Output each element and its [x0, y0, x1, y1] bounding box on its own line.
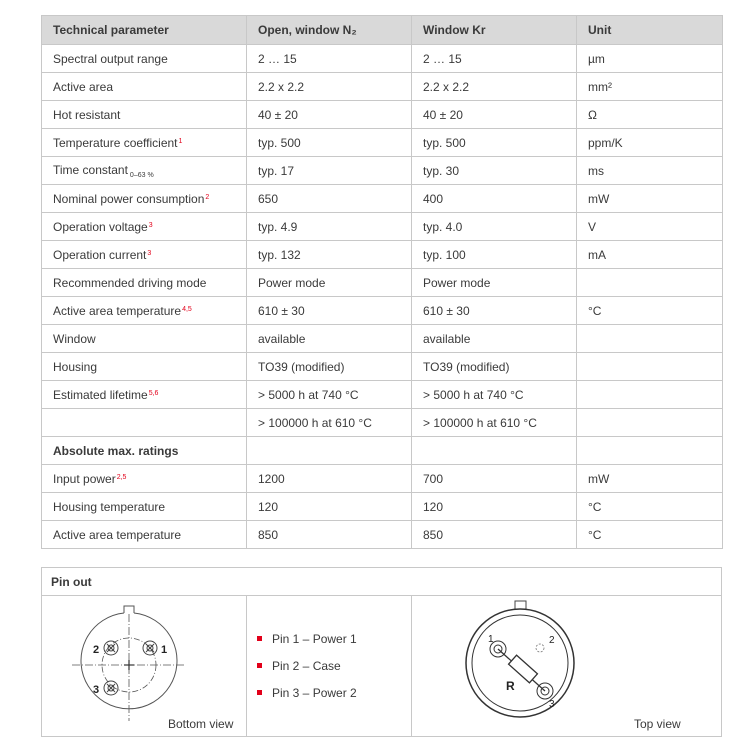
unit-cell-text: ppm/K: [588, 135, 623, 150]
bullet-icon: [257, 636, 262, 641]
window-kr-cell: [412, 437, 577, 465]
table-row: [42, 493, 723, 521]
footnote-marker: 3: [147, 249, 152, 257]
open-window-cell: [247, 45, 412, 73]
window-kr-cell: [412, 185, 577, 213]
parameter-cell-text: Housing: [53, 359, 98, 374]
top-view-cell: [412, 596, 722, 737]
table-row: [42, 213, 723, 241]
window-kr-cell: [412, 269, 577, 297]
parameter-cell: [42, 381, 247, 409]
table-row: [42, 325, 723, 353]
window-kr-cell: [412, 521, 577, 549]
window-kr-cell-text: TO39 (modified): [423, 359, 510, 374]
unit-cell: [577, 157, 723, 185]
parameter-cell-text: Time constant: [53, 162, 128, 177]
bottom-pin-2: [104, 641, 118, 655]
bullet-icon: [257, 663, 262, 668]
open-window-cell: [247, 73, 412, 101]
bottom-view-label: Bottom view: [168, 717, 234, 731]
unit-cell: [577, 353, 723, 381]
table-row: [42, 521, 723, 549]
unit-cell-text: Ω: [588, 107, 597, 122]
table-body: [42, 45, 723, 549]
window-kr-cell: [412, 129, 577, 157]
window-kr-cell-text: 2.2 x 2.2: [423, 79, 470, 94]
open-window-cell-text: 1200: [258, 471, 285, 486]
footnote-marker: 3: [148, 221, 153, 229]
window-kr-cell-text: 40 ± 20: [423, 107, 463, 122]
table-row: [42, 269, 723, 297]
footnote-marker: 1: [178, 137, 183, 145]
header-technical-parameter: Technical parameter: [42, 16, 247, 45]
bottom-pin-1-number: 1: [161, 644, 168, 656]
open-window-cell-text: > 100000 h at 610 °C: [258, 415, 372, 430]
window-kr-cell: [412, 45, 577, 73]
window-kr-cell: [412, 241, 577, 269]
parameter-cell-text: Spectral output range: [53, 51, 168, 66]
parameter-cell: [42, 297, 247, 325]
parameter-cell-text: Housing temperature: [53, 499, 166, 514]
window-kr-cell: [412, 101, 577, 129]
window-kr-cell-text: typ. 100: [423, 247, 466, 262]
table-row: [42, 297, 723, 325]
unit-cell: [577, 129, 723, 157]
open-window-cell-text: > 5000 h at 740 °C: [258, 387, 359, 402]
parameter-cell: [42, 409, 247, 437]
bottom-pin-3-number: 3: [93, 684, 100, 696]
pin-list-item-1: [257, 630, 357, 657]
open-window-cell: [247, 157, 412, 185]
open-window-cell-text: 2 … 15: [258, 51, 297, 66]
unit-cell-text: °C: [588, 303, 602, 318]
unit-cell-text: µm: [588, 51, 605, 66]
parameter-cell: [42, 213, 247, 241]
parameter-cell: [42, 241, 247, 269]
unit-cell-text: V: [588, 219, 597, 234]
pin-2-label: Pin 2 – Case: [272, 659, 341, 673]
pin-list-item-2: [257, 657, 357, 684]
unit-cell-text: mW: [588, 191, 610, 206]
parameter-cell: [42, 493, 247, 521]
parameter-cell-text: Active area: [53, 79, 114, 94]
unit-cell-text: mm²: [588, 79, 612, 94]
parameter-cell-text: Estimated lifetime: [53, 387, 148, 402]
parameter-cell-text: Active area temperature: [53, 527, 182, 542]
unit-cell: [577, 297, 723, 325]
table-row: [42, 101, 723, 129]
unit-cell-text: mA: [588, 247, 606, 262]
window-kr-cell-text: typ. 500: [423, 135, 466, 150]
parameter-cell-text: Input power: [53, 471, 116, 486]
open-window-cell: [247, 493, 412, 521]
header-window-kr: Window Kr: [412, 16, 577, 45]
window-kr-cell-text: available: [423, 331, 471, 346]
open-window-cell-text: 610 ± 30: [258, 303, 305, 318]
open-window-cell: [247, 269, 412, 297]
parameter-cell: [42, 73, 247, 101]
parameter-cell-text: Operation voltage: [53, 219, 148, 234]
parameter-cell: [42, 157, 247, 185]
footnote-marker: 5,6: [148, 389, 159, 397]
open-window-cell-text: typ. 17: [258, 163, 295, 178]
pin-list-cell: [247, 596, 412, 737]
open-window-cell-text: typ. 4.9: [258, 219, 298, 234]
header-unit: Unit: [577, 16, 723, 45]
unit-cell: [577, 465, 723, 493]
table-row: [42, 465, 723, 493]
window-kr-cell: [412, 409, 577, 437]
unit-cell: [577, 45, 723, 73]
bottom-view-diagram: [42, 596, 247, 737]
window-kr-cell-text: 400: [423, 191, 444, 206]
open-window-cell-text: typ. 132: [258, 247, 301, 262]
top-view-label: Top view: [634, 717, 681, 731]
window-kr-cell: [412, 325, 577, 353]
window-kr-cell-text: 850: [423, 527, 444, 542]
parameter-cell: [42, 521, 247, 549]
parameter-cell: [42, 45, 247, 73]
open-window-cell-text: 650: [258, 191, 279, 206]
table-row: [42, 437, 723, 465]
open-window-cell: [247, 129, 412, 157]
table-row: [42, 157, 723, 185]
pin-3-label: Pin 3 – Power 2: [272, 686, 357, 700]
unit-cell: [577, 213, 723, 241]
bottom-pin-2-number: 2: [93, 644, 100, 656]
bottom-view-cell: [42, 596, 247, 737]
bottom-pin-3: [104, 681, 118, 695]
window-kr-cell: [412, 353, 577, 381]
open-window-cell: [247, 101, 412, 129]
resistor-label: R: [506, 679, 515, 693]
unit-cell: [577, 409, 723, 437]
unit-cell-text: mW: [588, 471, 610, 486]
table-row: [42, 241, 723, 269]
open-window-cell-text: 850: [258, 527, 279, 542]
window-kr-cell: [412, 157, 577, 185]
parameter-cell: [42, 269, 247, 297]
window-kr-cell-text: 2 … 15: [423, 51, 462, 66]
open-window-cell: [247, 353, 412, 381]
unit-cell: [577, 493, 723, 521]
parameter-cell: [42, 437, 247, 465]
window-kr-cell-text: typ. 4.0: [423, 219, 463, 234]
header-open-window: Open, window N₂: [247, 16, 412, 45]
pin-1-label: Pin 1 – Power 1: [272, 632, 357, 646]
open-window-cell-text: available: [258, 331, 306, 346]
bullet-icon: [257, 690, 262, 695]
open-window-cell: [247, 521, 412, 549]
footnote-marker: 4,5: [182, 305, 192, 313]
open-window-cell-text: 40 ± 20: [258, 107, 298, 122]
parameter-cell-text: Hot resistant: [53, 107, 121, 122]
open-window-cell-text: Power mode: [258, 275, 326, 290]
top-pin-3-number: 3: [549, 699, 555, 710]
window-kr-cell-text: 610 ± 30: [423, 303, 470, 318]
top-pin-1-number: 1: [488, 634, 494, 645]
open-window-cell-text: TO39 (modified): [258, 359, 345, 374]
window-kr-cell: [412, 493, 577, 521]
unit-cell-text: °C: [588, 499, 602, 514]
open-window-cell: [247, 325, 412, 353]
open-window-cell-text: 2.2 x 2.2: [258, 79, 305, 94]
unit-cell: [577, 325, 723, 353]
table-row: [42, 353, 723, 381]
unit-cell: [577, 437, 723, 465]
open-window-cell: [247, 409, 412, 437]
window-kr-cell-text: > 5000 h at 740 °C: [423, 387, 524, 402]
open-window-cell-text: 120: [258, 499, 279, 514]
unit-cell: [577, 269, 723, 297]
table-row: [42, 185, 723, 213]
window-kr-cell: [412, 297, 577, 325]
table-row: [42, 409, 723, 437]
open-window-cell: [247, 213, 412, 241]
parameter-cell-text: Absolute max. ratings: [53, 443, 179, 458]
parameter-cell: [42, 185, 247, 213]
pin-out-panel: [41, 567, 722, 737]
window-kr-cell: [412, 213, 577, 241]
parameter-cell: [42, 465, 247, 493]
unit-cell: [577, 241, 723, 269]
bottom-pin-1: [143, 641, 157, 655]
open-window-cell: [247, 185, 412, 213]
window-kr-cell: [412, 465, 577, 493]
pin-list-item-3: [257, 684, 357, 711]
table-row: [42, 45, 723, 73]
unit-cell: [577, 521, 723, 549]
unit-cell-text: °C: [588, 527, 602, 542]
top-pin-2-number: 2: [549, 635, 555, 646]
unit-cell: [577, 381, 723, 409]
table-row: [42, 73, 723, 101]
window-kr-cell-text: typ. 30: [423, 163, 460, 178]
parameter-cell: [42, 101, 247, 129]
table-row: [42, 129, 723, 157]
open-window-cell: [247, 297, 412, 325]
technical-parameters-table: [41, 15, 723, 549]
open-window-cell-text: typ. 500: [258, 135, 301, 150]
table-header-row: [42, 16, 723, 45]
parameter-cell-text: Operation current: [53, 247, 147, 262]
pin-out-title: Pin out: [42, 568, 721, 596]
unit-cell-text: ms: [588, 163, 604, 178]
unit-cell: [577, 185, 723, 213]
parameter-cell-text: Temperature coefficient: [53, 135, 178, 150]
unit-cell: [577, 101, 723, 129]
window-kr-cell-text: 700: [423, 471, 444, 486]
parameter-cell-text: Nominal power consumption: [53, 191, 205, 206]
parameter-cell: [42, 353, 247, 381]
window-kr-cell-text: > 100000 h at 610 °C: [423, 415, 537, 430]
open-window-cell: [247, 437, 412, 465]
unit-cell: [577, 73, 723, 101]
window-kr-cell: [412, 381, 577, 409]
window-kr-cell-text: Power mode: [423, 275, 491, 290]
parameter-cell: [42, 129, 247, 157]
window-kr-cell-text: 120: [423, 499, 444, 514]
open-window-cell: [247, 241, 412, 269]
parameter-cell-text: Recommended driving mode: [53, 275, 207, 290]
top-view-diagram: [412, 596, 722, 737]
table-row: [42, 381, 723, 409]
parameter-cell-text: Window: [53, 331, 96, 346]
parameter-cell: [42, 325, 247, 353]
open-window-cell: [247, 381, 412, 409]
parameter-cell-text: Active area temperature: [53, 303, 182, 318]
footnote-marker: 2,5: [116, 473, 127, 481]
window-kr-cell: [412, 73, 577, 101]
footnote-marker: 2: [205, 193, 210, 201]
open-window-cell: [247, 465, 412, 493]
parameter-subscript: 0–63 %: [129, 171, 154, 179]
pin-list: [257, 630, 357, 711]
